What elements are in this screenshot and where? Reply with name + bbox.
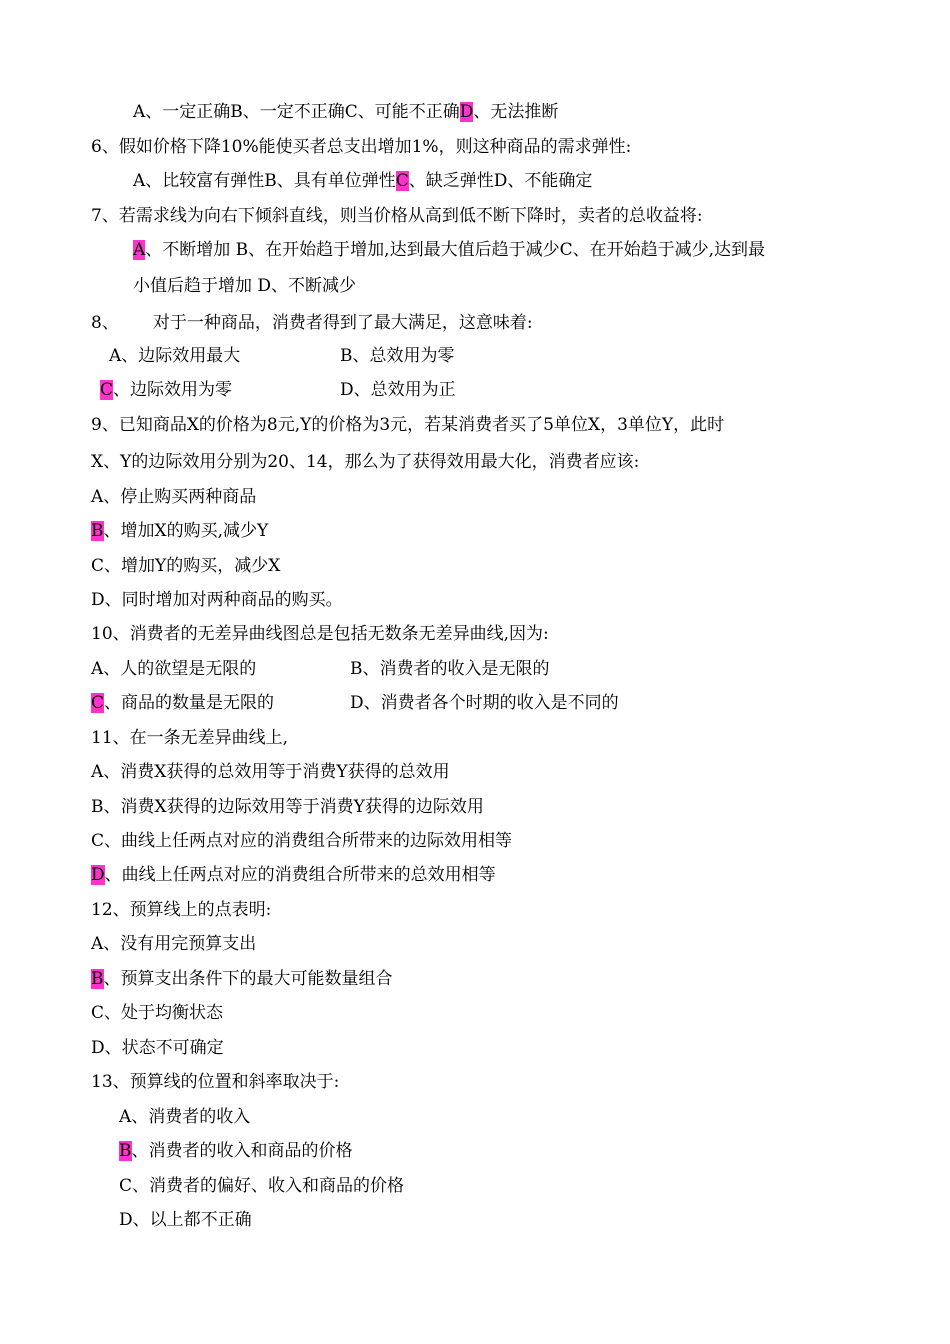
q7-options-text: 、不断增加 B、在开始趋于增加,达到最大值后趋于减少C、在开始趋于减少,达到最 xyxy=(145,240,765,260)
q7-options-line2: 小值后趋于增加 D、不断减少 xyxy=(133,276,357,296)
q8-number: 8、 xyxy=(91,313,119,333)
q8-option-d: D、总效用为正 xyxy=(340,380,456,400)
q6-stem: 6、假如价格下降10%能使买者总支出增加1%，则这种商品的需求弹性: xyxy=(91,137,632,157)
q11-stem: 11、在一条无差异曲线上, xyxy=(91,728,289,748)
q5-options-abc: A、一定正确B、一定不正确C、可能不正确 xyxy=(133,102,460,122)
q10-option-c-text: 、商品的数量是无限的 xyxy=(104,693,275,713)
q12-option-b-text: 、预算支出条件下的最大可能数量组合 xyxy=(103,969,393,989)
q13-option-a: A、消费者的收入 xyxy=(119,1107,251,1127)
q5-options xyxy=(133,101,558,123)
q8-stem: 对于一种商品，消费者得到了最大满足，这意味着: xyxy=(152,313,533,333)
q13-option-b xyxy=(119,1140,353,1162)
q13-option-b-text: 、消费者的收入和商品的价格 xyxy=(131,1141,353,1161)
q10-answer-highlight: C xyxy=(91,693,105,713)
q10-option-c xyxy=(91,692,274,714)
q9-option-c: C、增加Y的购买，减少X xyxy=(91,556,281,576)
q12-stem: 12、预算线上的点表明: xyxy=(91,900,272,920)
q9-option-d: D、同时增加对两种商品的购买。 xyxy=(91,590,343,610)
q12-answer-highlight: B xyxy=(91,969,104,989)
q9-answer-highlight: B xyxy=(91,521,104,541)
q9-stem-line1: 9、已知商品X的价格为8元,Y的价格为3元，若某消费者买了5单位X，3单位Y，此时 xyxy=(91,415,725,435)
q6-options-ab: A、比较富有弹性B、具有单位弹性 xyxy=(133,171,396,191)
q8-answer-highlight: C xyxy=(100,380,114,400)
q13-option-d: D、以上都不正确 xyxy=(119,1210,252,1230)
q6-options-cd: 、缺乏弹性D、不能确定 xyxy=(408,171,593,191)
q13-option-c: C、消费者的偏好、收入和商品的价格 xyxy=(119,1176,405,1196)
q7-stem: 7、若需求线为向右下倾斜直线，则当价格从高到低不断下降时，卖者的总收益将: xyxy=(91,206,703,226)
q11-option-a: A、消费X获得的总效用等于消费Y获得的总效用 xyxy=(91,762,450,782)
q6-answer-highlight: C xyxy=(395,171,409,191)
q10-option-a: A、人的欲望是无限的 xyxy=(91,659,257,679)
q5-answer-highlight: D xyxy=(459,102,474,122)
q9-stem-line2: X、Y的边际效用分别为20、14，那么为了获得效用最大化，消费者应该: xyxy=(91,452,640,472)
q12-option-c: C、处于均衡状态 xyxy=(91,1003,224,1023)
q10-stem: 10、消费者的无差异曲线图总是包括无数条无差异曲线,因为: xyxy=(91,624,549,644)
q9-option-b-text: 、增加X的购买,减少Y xyxy=(103,521,269,541)
q12-option-a: A、没有用完预算支出 xyxy=(91,934,257,954)
q8-stem-line xyxy=(91,312,533,334)
q11-option-c: C、曲线上任两点对应的消费组合所带来的边际效用相等 xyxy=(91,831,513,851)
q7-answer-highlight: A xyxy=(133,240,146,260)
q7-options-line1 xyxy=(133,239,765,261)
q5-option-d-text: 、无法推断 xyxy=(473,102,559,122)
q12-option-d: D、状态不可确定 xyxy=(91,1038,224,1058)
q11-option-b: B、消费X获得的边际效用等于消费Y获得的边际效用 xyxy=(91,797,484,817)
q13-stem: 13、预算线的位置和斜率取决于: xyxy=(91,1072,340,1092)
q9-option-b xyxy=(91,520,268,542)
q8-option-c xyxy=(100,379,232,401)
q11-answer-highlight: D xyxy=(91,865,105,885)
q8-option-b: B、总效用为零 xyxy=(340,346,455,366)
q6-options xyxy=(133,170,592,192)
q12-option-b xyxy=(91,968,393,990)
q11-option-d xyxy=(91,864,496,886)
q9-option-a: A、停止购买两种商品 xyxy=(91,487,257,507)
q10-option-b: B、消费者的收入是无限的 xyxy=(350,659,550,679)
q8-option-c-text: 、边际效用为零 xyxy=(113,380,233,400)
q11-option-d-text: 、曲线上任两点对应的消费组合所带来的总效用相等 xyxy=(104,865,496,885)
q13-answer-highlight: B xyxy=(119,1141,132,1161)
q8-option-a: A、边际效用最大 xyxy=(109,346,241,366)
q10-option-d: D、消费者各个时期的收入是不同的 xyxy=(350,693,619,713)
